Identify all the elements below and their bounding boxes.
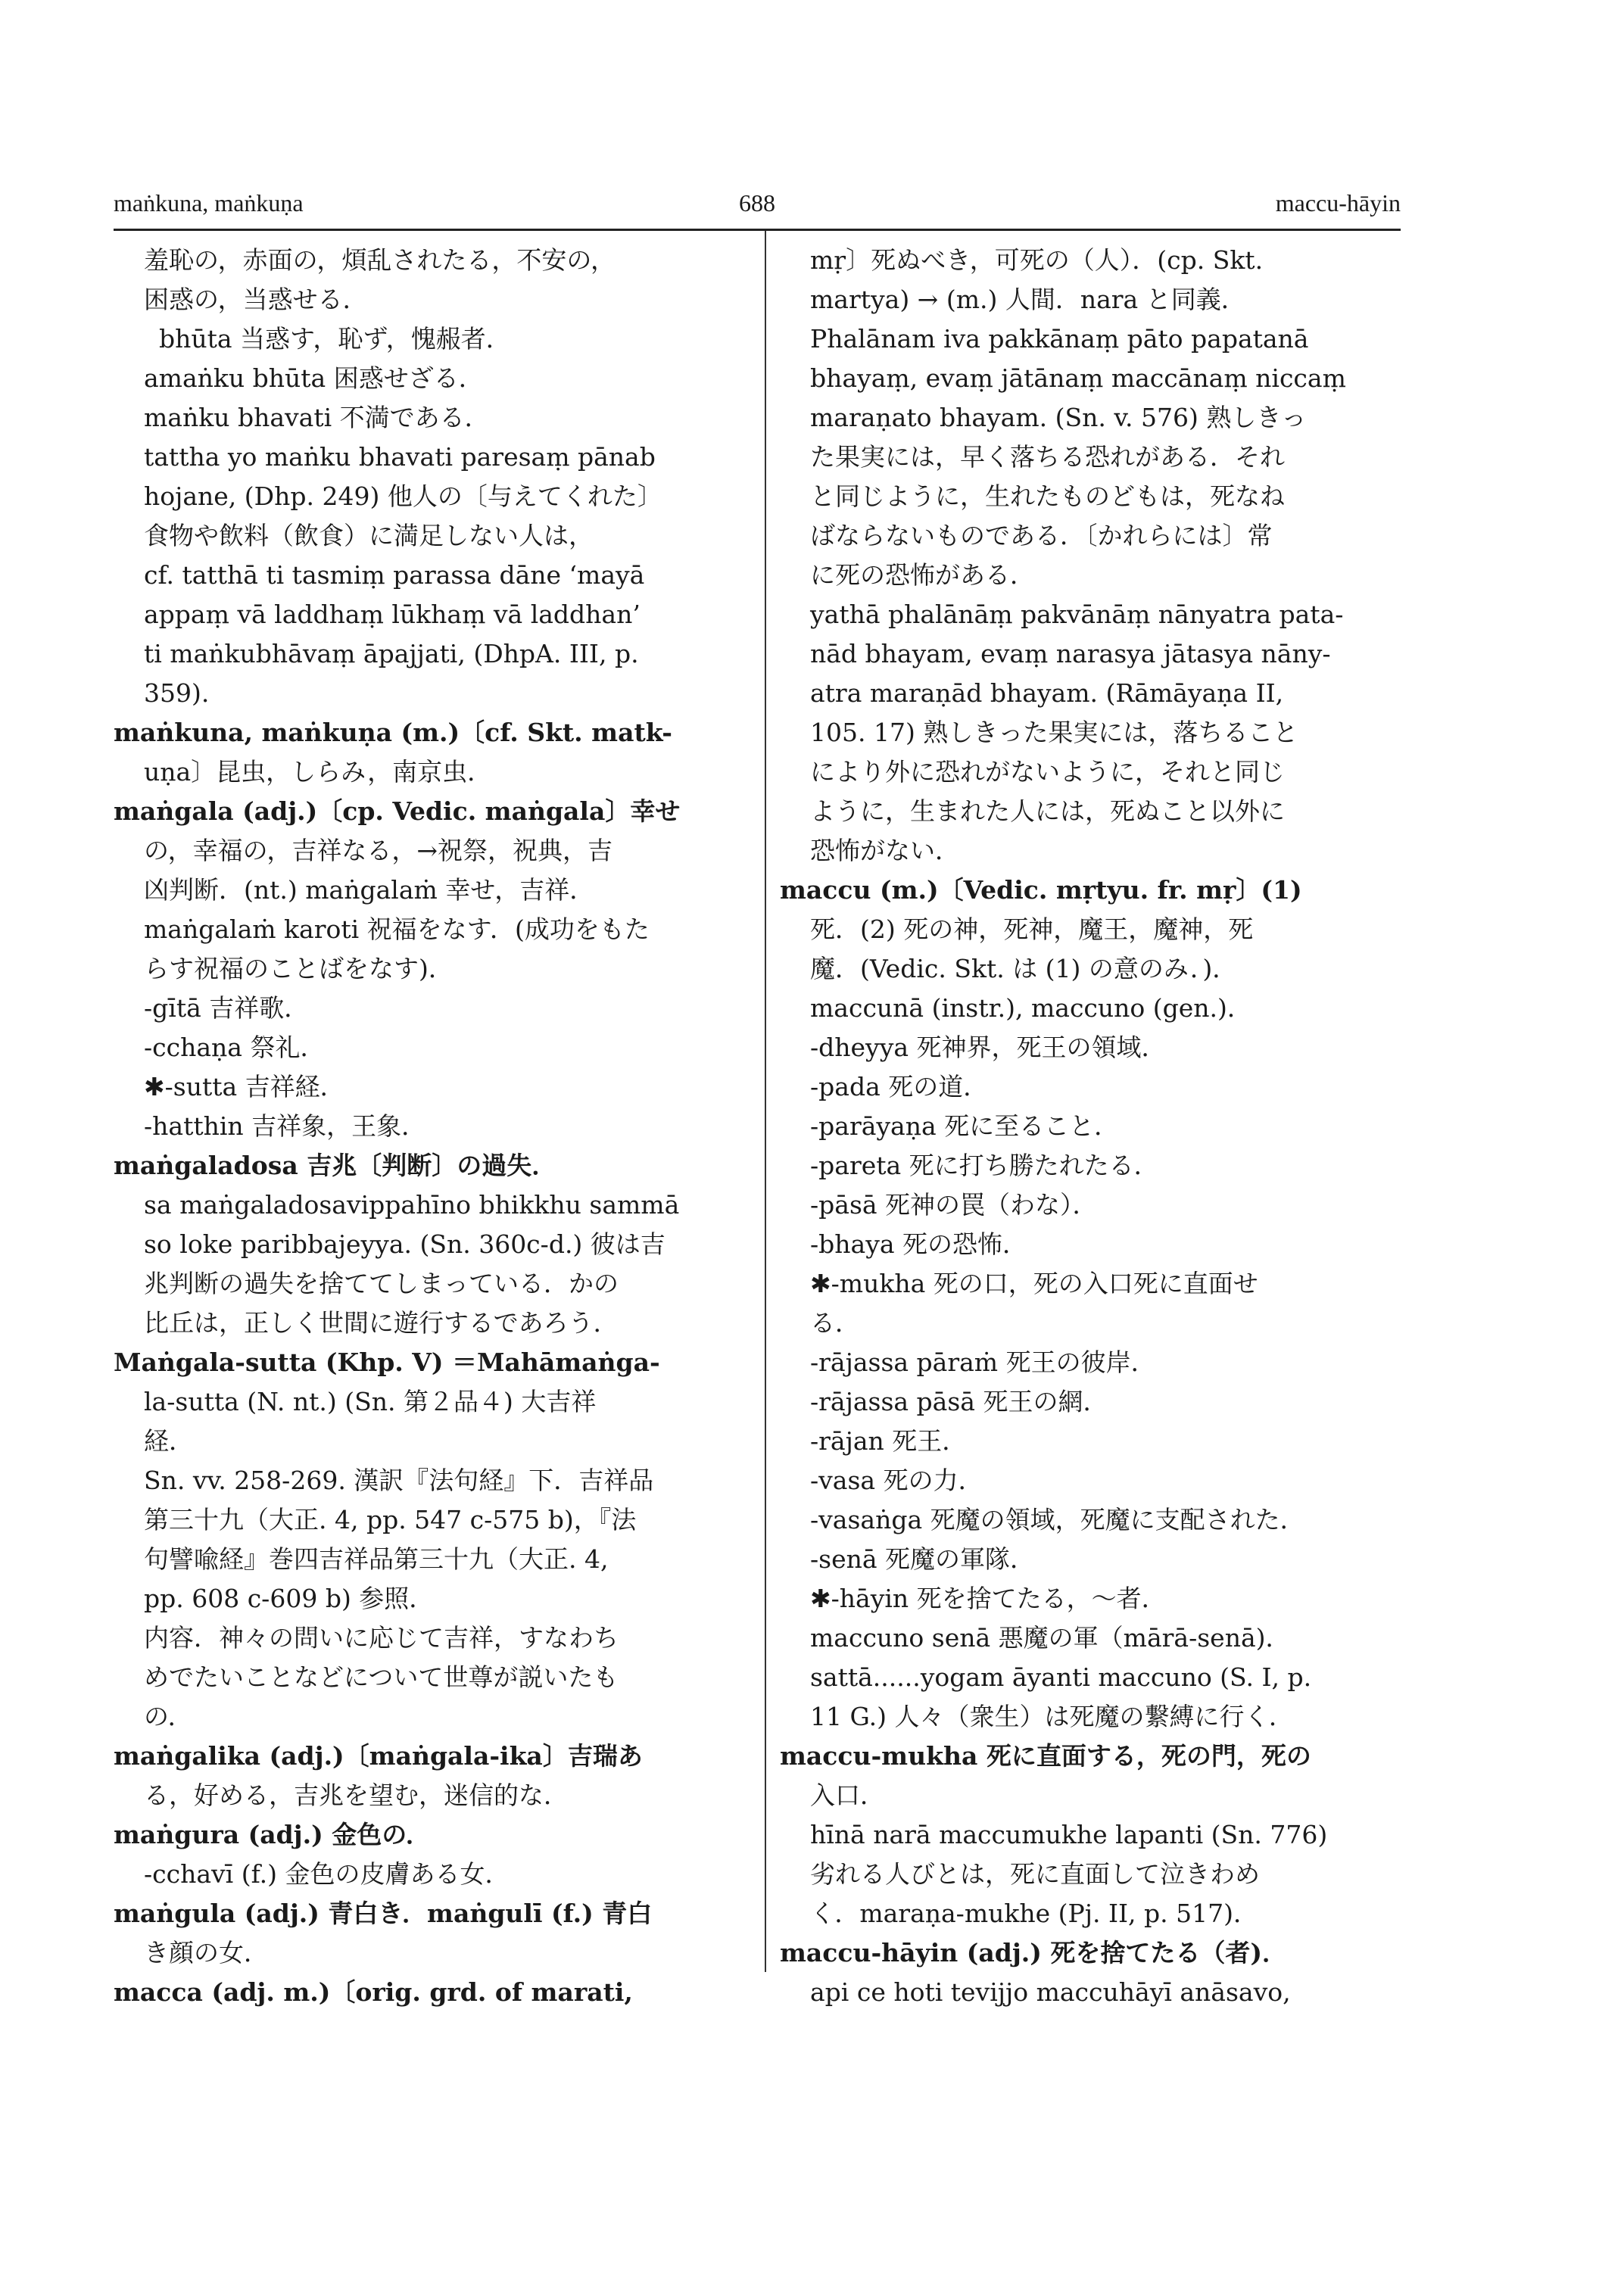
entry-text-line: la-sutta (N. nt.) (Sn. 第２品４) 大吉祥 — [144, 1387, 597, 1416]
entry-text-line: bhūta 当惑す，恥ず，愧赧者． — [159, 324, 511, 354]
entry-headword-line: maṅgula (adj.) 青白き．maṅgulī (f.) 青白 — [114, 1899, 653, 1928]
entry-text-line: atra maraṇād bhayam. (Rāmāyaṇa II, — [810, 678, 1284, 708]
entry-text-line: tattha yo maṅku bhavati paresaṃ pānab — [144, 442, 656, 472]
entry-text-line: 羞恥の，赤面の，煩乱されたる，不安の， — [144, 245, 616, 275]
entry-text-line: の． — [144, 1702, 193, 1731]
running-header — [114, 189, 1401, 231]
entry-text-line: 入口． — [810, 1781, 885, 1810]
entry-text-line: nād bhayam, evaṃ narasya jātasya nāny- — [810, 639, 1331, 668]
entry-text-line: uṇa〕昆虫，しらみ，南京虫． — [144, 757, 493, 787]
entry-text-line: maṅgalaṁ karoti 祝福をなす．(成功をもた — [144, 914, 650, 944]
entry-text-line: -vasa 死の力． — [810, 1466, 983, 1495]
entry-text-line: る，好める，吉兆を望む，迷信的な． — [144, 1781, 569, 1810]
entry-text-line: 105. 17) 熟しきった果実には，落ちること — [810, 718, 1298, 747]
entry-text-line: sa maṅgaladosavippahīno bhikkhu sammā — [144, 1190, 680, 1220]
entry-text-line: api ce hoti tevijjo maccuhāyī anāsavo, — [810, 1977, 1291, 2007]
entry-headword-line: maccu-mukha 死に直面する，死の門，死の — [780, 1741, 1311, 1771]
left-guide-word: maṅkuna, maṅkuṇa — [114, 189, 304, 217]
entry-text-line: と同じように，生れたものどもは，死なね — [810, 481, 1285, 511]
entry-text-line: maccuno senā 悪魔の軍（mārā-senā)． — [810, 1623, 1291, 1653]
entry-text-line: ✱-mukha 死の口，死の入口死に直面せ — [810, 1269, 1258, 1298]
entry-text-line: amaṅku bhūta 困惑せざる． — [144, 363, 484, 393]
entry-text-line: -pada 死の道． — [810, 1072, 989, 1101]
entry-text-line: 魔．(Vedic. Skt. は (1) の意のみ．)． — [810, 954, 1238, 983]
column-divider — [765, 231, 766, 1972]
entry-text-line: -parāyaṇa 死に至ること． — [810, 1111, 1120, 1141]
entry-text-line: ti maṅkubhāvaṃ āpajjati, (DhpA. III, p. — [144, 639, 639, 668]
entry-text-line: bhayaṃ, evaṃ jātānaṃ maccānaṃ niccaṃ — [810, 363, 1346, 393]
entry-text-line: sattā......yogam āyanti maccuno (S. I, p. — [810, 1662, 1312, 1692]
entry-text-line: appaṃ vā laddhaṃ lūkhaṃ vā laddhan’ — [144, 600, 641, 629]
entry-text-line: く．maraṇa-mukhe (Pj. II, p. 517)． — [810, 1899, 1258, 1928]
entry-text-line: Sn. vv. 258-269. 漢訳『法句経』下．吉祥品 — [144, 1466, 654, 1495]
entry-text-line: pp. 608 c-609 b) 参照． — [144, 1584, 435, 1613]
entry-text-line: により外に恐れがないように，それと同じ — [810, 757, 1285, 787]
entry-text-line: 劣れる人びとは，死に直面して泣きわめ — [810, 1859, 1260, 1889]
entry-text-line: に死の恐怖がある． — [810, 560, 1035, 590]
entry-headword-line: maṅgaladosa 吉兆〔判断〕の過失． — [114, 1151, 557, 1180]
entry-text-line: -pareta 死に打ち勝たれたる． — [810, 1151, 1159, 1180]
entry-text-line: -dheyya 死神界，死王の領域． — [810, 1033, 1167, 1062]
entry-text-line: -cchaṇa 祭礼． — [144, 1033, 326, 1062]
entry-text-line: 兆判断の過失を捨ててしまっている．かの — [144, 1269, 619, 1298]
entry-text-line: ように，生まれた人には，死ぬこと以外に — [810, 796, 1285, 826]
entry-text-line: る． — [810, 1308, 860, 1338]
entry-text-line: hojane, (Dhp. 249) 他人の〔与えてくれた〕 — [144, 481, 662, 511]
entry-text-line: き顔の女． — [144, 1938, 269, 1967]
entry-text-line: ✱-hāyin 死を捨てたる，～者． — [810, 1584, 1167, 1613]
right-column — [780, 241, 1401, 2012]
entry-headword-line: maṅkuna, maṅkuṇa (m.)〔cf. Skt. matk- — [114, 718, 672, 747]
entry-text-line: cf. tatthā ti tasmiṃ parassa dāne ‘mayā — [144, 560, 645, 590]
entry-text-line: 食物や飲料（飲食）に満足しない人は， — [144, 521, 594, 550]
entry-text-line: mṛ〕死ぬべき，可死の（人）．(cp. Skt. — [810, 245, 1264, 275]
entry-text-line: maṅku bhavati 不満である． — [144, 403, 490, 432]
entry-text-line: の，幸福の，吉祥なる，→祝祭，祝典，吉 — [144, 836, 613, 865]
entry-text-line: -gītā 吉祥歌． — [144, 993, 310, 1023]
entry-text-line: martya) → (m.) 人間．nara と同義． — [810, 285, 1246, 314]
left-column — [114, 241, 734, 2012]
entry-text-line: Phalānam iva pakkānaṃ pāto papatanā — [810, 324, 1309, 354]
entry-text-line: maraṇato bhayam. (Sn. v. 576) 熟しきっ — [810, 403, 1307, 432]
entry-text-line: 経． — [144, 1426, 194, 1456]
entry-text-line: hīnā narā maccumukhe lapanti (Sn. 776) — [810, 1820, 1328, 1849]
entry-text-line: 11 G.) 人々（衆生）は死魔の繋縛に行く． — [810, 1702, 1294, 1731]
entry-text-line: 凶判断．(nt.) maṅgalaṁ 幸せ，吉祥． — [144, 875, 595, 905]
entry-text-line: 死．(2) 死の神，死神，魔王，魔神，死 — [810, 914, 1254, 944]
page-number: 688 — [739, 189, 775, 217]
entry-headword-line: Maṅgala-sutta (Khp. V) ＝Mahāmaṅga- — [114, 1347, 660, 1377]
entry-headword-line: maccu-hāyin (adj.) 死を捨てたる（者)． — [780, 1938, 1287, 1967]
entry-text-line: -pāsā 死神の罠（わな）． — [810, 1190, 1098, 1220]
entry-headword-line: macca (adj. m.)〔orig. grd. of marati, — [114, 1977, 633, 2007]
entry-text-line: 359). — [144, 678, 210, 708]
entry-text-line: らす祝福のことばをなす)． — [144, 954, 454, 983]
entry-text-line: -bhaya 死の恐怖． — [810, 1229, 1028, 1259]
entry-text-line: た果実には，早く落ちる恐れがある．それ — [810, 442, 1285, 472]
entry-text-line: ✱-sutta 吉祥経． — [144, 1072, 345, 1101]
entry-headword-line: maccu (m.)〔Vedic. mṛtyu. fr. mṛ〕(1) — [780, 875, 1302, 905]
entry-headword-line: maṅgala (adj.)〔cp. Vedic. maṅgala〕幸せ — [114, 796, 681, 826]
entry-text-line: 比丘は，正しく世間に遊行するであろう． — [144, 1308, 619, 1338]
entry-headword-line: maṅgalika (adj.)〔maṅgala-ika〕吉瑞あ — [114, 1741, 643, 1771]
entry-text-line: 困惑の，当惑せる． — [144, 285, 368, 314]
entry-text-line: yathā phalānāṃ pakvānāṃ nānyatra pata- — [810, 600, 1344, 629]
entry-text-line: -rājassa pāsā 死王の網． — [810, 1387, 1108, 1416]
entry-text-line: 句譬喩経』巻四吉祥品第三十九（大正. 4, — [144, 1544, 609, 1574]
entry-text-line: -hatthin 吉祥象，王象． — [144, 1111, 427, 1141]
entry-text-line: 内容．神々の問いに応じて吉祥，すなわち — [144, 1623, 619, 1653]
entry-text-line: -vasaṅga 死魔の領域，死魔に支配された． — [810, 1505, 1305, 1534]
right-guide-word: maccu-hāyin — [1275, 189, 1401, 217]
entry-text-line: めでたいことなどについて世尊が説いたも — [144, 1662, 619, 1692]
entry-text-line: 第三十九（大正. 4, pp. 547 c-575 b)，『法 — [144, 1505, 637, 1534]
entry-text-line: maccunā (instr.), maccuno (gen.)． — [810, 993, 1252, 1023]
entry-text-line: 恐怖がない． — [810, 836, 960, 865]
entry-text-line: -rājan 死王． — [810, 1426, 968, 1456]
entry-text-line: -cchavī (f.) 金色の皮膚ある女． — [144, 1859, 510, 1889]
entry-text-line: -senā 死魔の軍隊． — [810, 1544, 1036, 1574]
entry-text-line: -rājassa pāraṁ 死王の彼岸． — [810, 1347, 1156, 1377]
entry-headword-line: maṅgura (adj.) 金色の． — [114, 1820, 431, 1849]
entry-text-line: so loke paribbajeyya. (Sn. 360c-d.) 彼は吉 — [144, 1229, 665, 1259]
entry-text-line: ばならないものである．〔かれらには〕常 — [810, 521, 1273, 550]
